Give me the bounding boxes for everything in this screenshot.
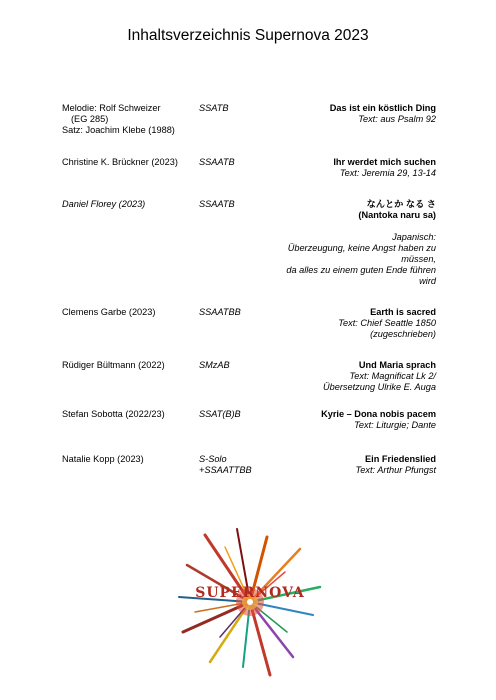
composer [62,157,198,168]
piece [216,454,436,476]
piece-title: Ein Friedenslied [365,454,436,464]
voicing-line: +SSAATTBB [199,465,252,475]
composer [62,409,198,420]
piece-title: Earth is sacred [370,307,436,317]
composer-line: Melodie: Rolf Schweizer [62,103,161,113]
piece-text-source: (zugeschrieben) [370,329,436,339]
voicing-line: SSAATBB [199,307,241,317]
composer [62,199,198,210]
piece-text-source: Text: aus Psalm 92 [358,114,436,124]
piece-title: Und Maria sprach [358,360,436,370]
note-line: wird [419,276,436,286]
piece-text-source: Text: Jeremia 29, 13-14 [339,168,436,178]
piece-text-source: Text: Chief Seattle 1850 [338,318,436,328]
composer-line: Satz: Joachim Klebe (1988) [62,125,175,135]
note-line: da alles zu einem guten Ende führen [286,265,436,275]
voicing-line: SSAT(B)B [199,409,241,419]
composer [62,103,198,136]
composer-line: (EG 285) [71,114,109,124]
composer-line: Natalie Kopp (2023) [62,454,144,464]
composer [62,454,198,465]
voicing-line: SSAATB [199,157,235,167]
piece [216,157,436,179]
composer-line: Clemens Garbe (2023) [62,307,156,317]
logo-wordmark: SUPERNOVA [195,585,305,601]
composer-line: Rüdiger Bültmann (2022) [62,360,165,370]
voicing-line: SMzAB [199,360,230,370]
voicing-line: SSAATB [199,199,235,209]
piece-title: Kyrie – Dona nobis pacem [321,409,436,419]
voicing-line: SSATB [199,103,229,113]
piece [216,199,436,287]
piece [216,307,436,340]
piece-text-source: Übersetzung Ulrike E. Auga [322,382,436,392]
note-line: Überzeugung, keine Angst haben zu [287,243,436,253]
piece [216,360,436,393]
note-line: müssen, [401,254,436,264]
piece-title: なんとか なる さ [366,199,436,209]
voicing-line: S-Solo [199,454,227,464]
note-line: Japanisch: [392,232,436,242]
page-title: Inhaltsverzeichnis Supernova 2023 [127,27,369,44]
supernova-star-burst [175,527,325,677]
piece-title-romanized: (Nantoka naru sa) [358,210,436,220]
piece-text-source: Text: Liturgie; Dante [354,420,436,430]
composer-line: Christine K. Brückner (2023) [62,157,178,167]
supernova-logo [175,527,325,677]
composer [62,360,198,371]
piece [216,103,436,125]
piece-text-source: Text: Arthur Pfungst [355,465,436,475]
piece-title: Ihr werdet mich suchen [333,157,436,167]
piece-title: Das ist ein köstlich Ding [329,103,436,113]
piece [216,409,436,431]
piece-text-note [216,232,436,287]
composer [62,307,198,318]
composer-line: Daniel Florey (2023) [62,199,146,209]
piece-text-source: Text: Magnificat Lk 2/ [349,371,436,381]
composer-line: Stefan Sobotta (2022/23) [62,409,165,419]
